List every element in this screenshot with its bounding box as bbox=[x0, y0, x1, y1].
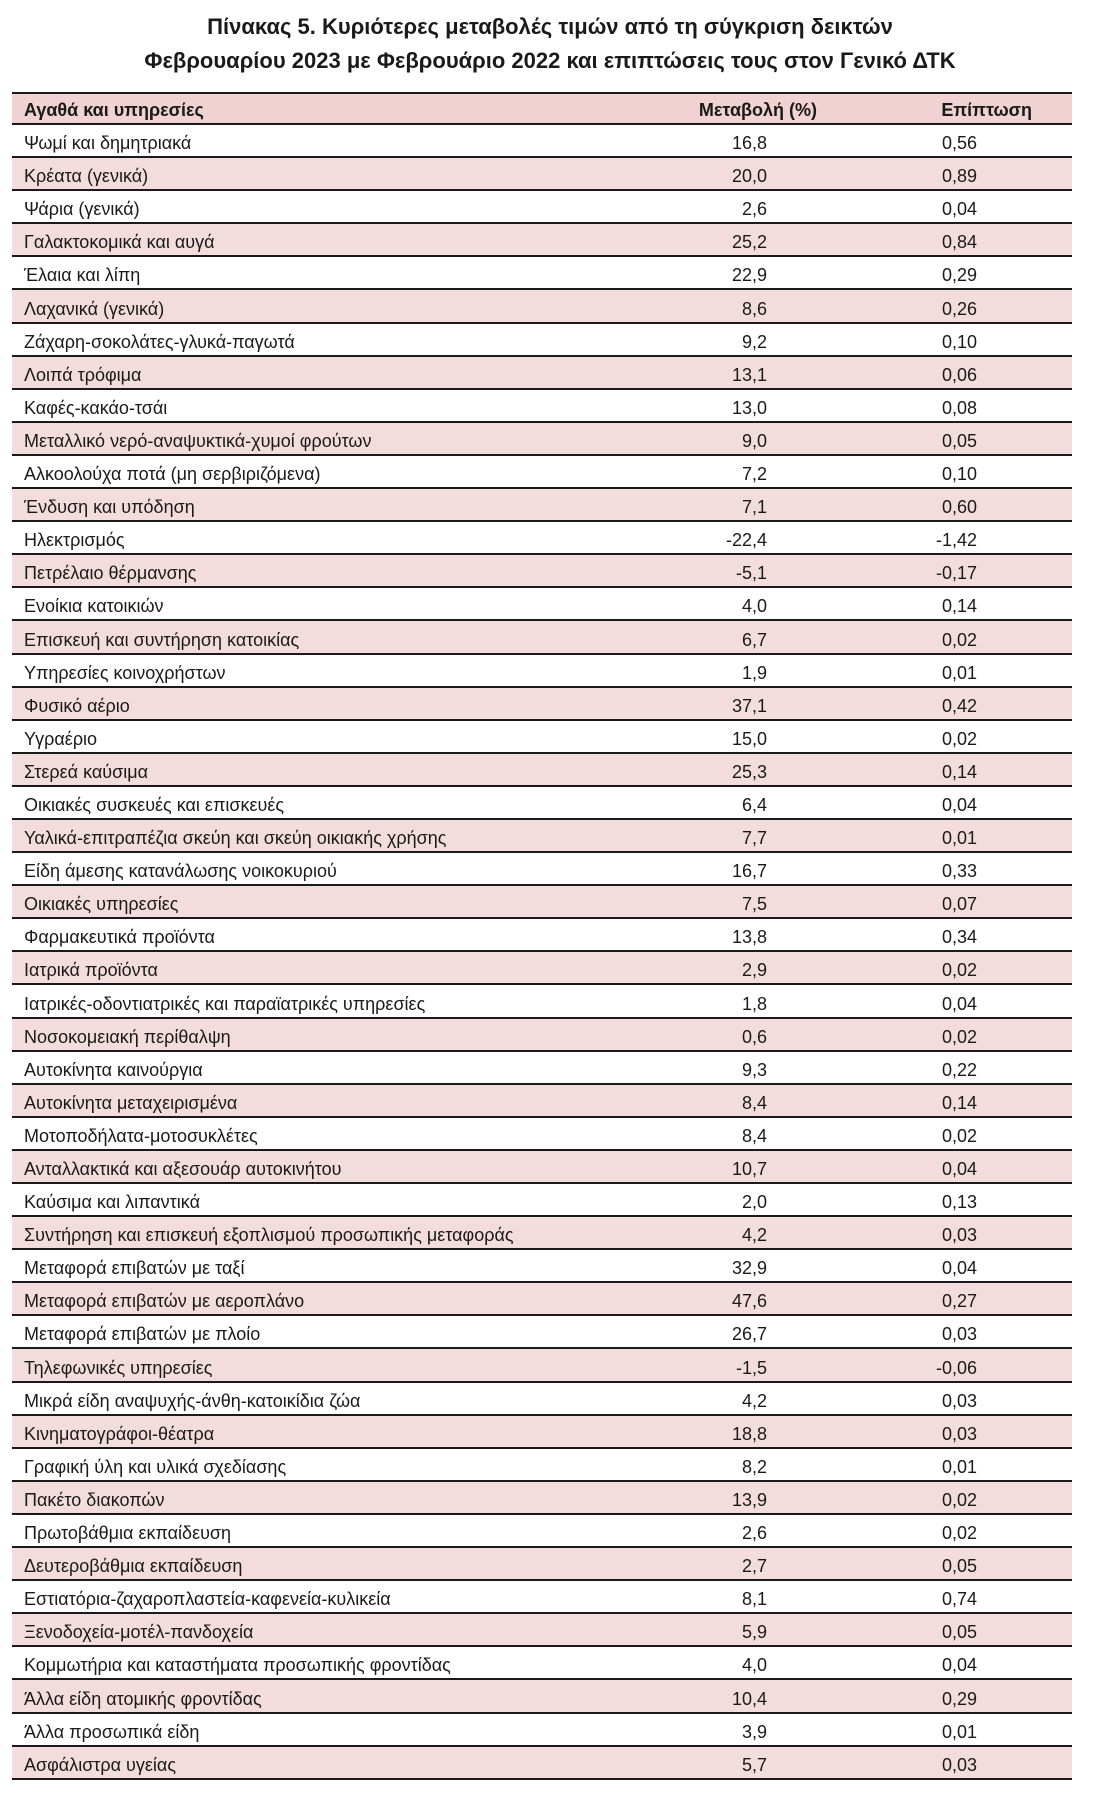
row-goods-name: Ένδυση και υπόδηση bbox=[24, 497, 195, 518]
row-goods-name: Ιατρικά προϊόντα bbox=[24, 960, 158, 981]
row-change-value: 5,9 bbox=[741, 1622, 767, 1643]
row-impact-value: 0,13 bbox=[941, 1192, 977, 1213]
row-goods-name: Μεταφορά επιβατών με ταξί bbox=[24, 1258, 245, 1279]
table-header-row bbox=[12, 92, 1072, 125]
table-row bbox=[12, 324, 1072, 357]
row-impact-value: 0,04 bbox=[941, 993, 977, 1014]
table-row bbox=[12, 1184, 1072, 1217]
table-row bbox=[12, 158, 1072, 191]
row-impact-value: 0,04 bbox=[941, 1655, 977, 1676]
row-impact-value: 0,05 bbox=[941, 1622, 977, 1643]
row-goods-name: Δευτεροβάθμια εκπαίδευση bbox=[24, 1556, 243, 1577]
row-goods-name: Υπηρεσίες κοινοχρήστων bbox=[24, 662, 226, 683]
row-change-value: 13,8 bbox=[731, 927, 767, 948]
table-row bbox=[12, 257, 1072, 290]
table-row bbox=[12, 224, 1072, 257]
row-impact-value: 0,01 bbox=[941, 662, 977, 683]
row-change-value: 47,6 bbox=[731, 1291, 767, 1312]
row-impact-value: 0,01 bbox=[941, 1456, 977, 1477]
row-change-value: 13,9 bbox=[731, 1489, 767, 1510]
header-goods-services: Αγαθά και υπηρεσίες bbox=[24, 100, 204, 120]
row-goods-name: Αυτοκίνητα καινούργια bbox=[24, 1059, 203, 1080]
row-change-value: 5,7 bbox=[741, 1754, 767, 1775]
row-goods-name: Κινηματογράφοι-θέατρα bbox=[24, 1423, 215, 1444]
table-row bbox=[12, 1714, 1072, 1747]
row-change-value: 7,7 bbox=[741, 828, 767, 849]
row-change-value: 2,6 bbox=[741, 1523, 767, 1544]
row-impact-value: 0,10 bbox=[941, 464, 977, 485]
table-row bbox=[12, 489, 1072, 522]
row-change-value: 10,4 bbox=[731, 1688, 767, 1709]
row-change-value: 8,4 bbox=[741, 1092, 767, 1113]
table-row bbox=[12, 1647, 1072, 1680]
row-change-value: 2,9 bbox=[741, 960, 767, 981]
table-row bbox=[12, 1680, 1072, 1713]
price-changes-table bbox=[12, 92, 1072, 1780]
row-impact-value: 0,01 bbox=[941, 828, 977, 849]
row-impact-value: 0,02 bbox=[941, 1489, 977, 1510]
row-impact-value: 0,01 bbox=[941, 1721, 977, 1742]
row-goods-name: Ασφάλιστρα υγείας bbox=[24, 1754, 177, 1775]
table-row bbox=[12, 688, 1072, 721]
table-row bbox=[12, 1747, 1072, 1780]
row-goods-name: Αυτοκίνητα μεταχειρισμένα bbox=[24, 1092, 238, 1113]
row-impact-value: 0,60 bbox=[941, 497, 977, 518]
row-impact-value: 0,04 bbox=[941, 794, 977, 815]
row-goods-name: Καφές-κακάο-τσάι bbox=[24, 397, 168, 418]
row-change-value: 4,0 bbox=[741, 596, 767, 617]
row-change-value: 0,6 bbox=[741, 1026, 767, 1047]
row-goods-name: Πρωτοβάθμια εκπαίδευση bbox=[24, 1523, 232, 1544]
table-row bbox=[12, 1118, 1072, 1151]
row-goods-name: Ζάχαρη-σοκολάτες-γλυκά-παγωτά bbox=[24, 331, 295, 352]
row-goods-name: Οικιακές υπηρεσίες bbox=[24, 894, 179, 915]
row-impact-value: 0,04 bbox=[941, 1159, 977, 1179]
row-goods-name: Νοσοκομειακή περίθαλψη bbox=[24, 1026, 231, 1047]
table-row bbox=[12, 1085, 1072, 1118]
row-impact-value: 0,03 bbox=[941, 1423, 977, 1444]
row-goods-name: Μεταφορά επιβατών με αεροπλάνο bbox=[24, 1291, 305, 1312]
table-row bbox=[12, 1515, 1072, 1548]
row-impact-value: 0,26 bbox=[941, 298, 977, 319]
row-change-value: 18,8 bbox=[731, 1423, 767, 1444]
row-change-value: 37,1 bbox=[731, 695, 767, 716]
table-row bbox=[12, 655, 1072, 688]
row-goods-name: Πακέτο διακοπών bbox=[24, 1489, 165, 1510]
row-change-value: 1,8 bbox=[741, 993, 767, 1014]
row-impact-value: 0,02 bbox=[941, 728, 977, 749]
row-change-value: 32,9 bbox=[731, 1258, 767, 1279]
row-change-value: 6,4 bbox=[741, 794, 767, 815]
row-goods-name: Μοτοποδήλατα-μοτοσυκλέτες bbox=[24, 1125, 258, 1146]
row-goods-name: Φαρμακευτικά προϊόντα bbox=[24, 927, 215, 948]
table-row bbox=[12, 1250, 1072, 1283]
table-row bbox=[12, 1416, 1072, 1449]
table-row bbox=[12, 820, 1072, 853]
row-goods-name: Εστιατόρια-ζαχαροπλαστεία-καφενεία-κυλικεία bbox=[24, 1589, 391, 1610]
table-row bbox=[12, 787, 1072, 820]
row-impact-value: 0,07 bbox=[941, 894, 977, 915]
row-goods-name: Επισκευή και συντήρηση κατοικίας bbox=[24, 629, 300, 650]
row-goods-name: Κρέατα (γενικά) bbox=[24, 166, 149, 187]
table-title bbox=[0, 10, 1100, 78]
row-impact-value: 0,02 bbox=[941, 1125, 977, 1146]
row-change-value: 16,7 bbox=[731, 861, 767, 882]
row-change-value: 13,0 bbox=[731, 397, 767, 418]
row-goods-name: Άλλα είδη ατομικής φροντίδας bbox=[24, 1688, 262, 1709]
row-impact-value: 0,29 bbox=[941, 1688, 977, 1709]
row-impact-value: 0,03 bbox=[941, 1390, 977, 1411]
table-row bbox=[12, 1614, 1072, 1647]
title-line-2: Φεβρουαρίου 2023 με Φεβρουάριο 2022 και επιπτώσεις τους στον Γενικό ΔΤΚ bbox=[144, 48, 956, 73]
row-impact-value: 0,03 bbox=[941, 1225, 977, 1246]
row-goods-name: Ξενοδοχεία-μοτέλ-πανδοχεία bbox=[24, 1622, 254, 1643]
row-goods-name: Αλκοολούχα ποτά (μη σερβιριζόμενα) bbox=[24, 464, 321, 485]
table-row bbox=[12, 985, 1072, 1018]
row-change-value: 25,2 bbox=[731, 232, 767, 253]
row-goods-name: Καύσιμα και λιπαντικά bbox=[24, 1192, 200, 1213]
row-impact-value: 0,10 bbox=[941, 331, 977, 352]
row-change-value: 13,1 bbox=[731, 364, 767, 385]
table-row bbox=[12, 1052, 1072, 1085]
table-row bbox=[12, 456, 1072, 489]
row-change-value: 15,0 bbox=[731, 728, 767, 749]
row-impact-value: 0,03 bbox=[941, 1754, 977, 1775]
row-impact-value: 0,42 bbox=[941, 695, 977, 716]
row-change-value: 9,2 bbox=[741, 331, 767, 352]
table-row bbox=[12, 1383, 1072, 1416]
table-row bbox=[12, 1349, 1072, 1382]
row-change-value: 2,0 bbox=[741, 1192, 767, 1213]
table-row bbox=[12, 1019, 1072, 1052]
header-change-percent: Μεταβολή (%) bbox=[698, 100, 817, 120]
row-impact-value: 0,14 bbox=[941, 1092, 977, 1113]
row-goods-name: Συντήρηση και επισκευή εξοπλισμού προσωπικής μεταφοράς bbox=[24, 1225, 514, 1246]
row-change-value: 20,0 bbox=[731, 166, 767, 187]
table-row bbox=[12, 1449, 1072, 1482]
table-row bbox=[12, 886, 1072, 919]
row-impact-value: 0,04 bbox=[941, 1258, 977, 1279]
row-change-value: 1,9 bbox=[741, 662, 767, 683]
row-goods-name: Υαλικά-επιτραπέζια σκεύη και σκεύη οικιακής χρήσης bbox=[24, 828, 447, 849]
row-goods-name: Έλαια και λίπη bbox=[24, 265, 141, 286]
table-row bbox=[12, 125, 1072, 158]
row-impact-value: 0,56 bbox=[941, 133, 977, 154]
row-impact-value: 0,33 bbox=[941, 861, 977, 882]
table-row bbox=[12, 1581, 1072, 1614]
row-impact-value: 0,89 bbox=[941, 166, 977, 187]
row-goods-name: Ηλεκτρισμός bbox=[24, 530, 125, 551]
row-change-value: 22,9 bbox=[731, 265, 767, 286]
row-goods-name: Γαλακτοκομικά και αυγά bbox=[24, 232, 215, 253]
table-row bbox=[12, 919, 1072, 952]
title-line-1: Πίνακας 5. Κυριότερες μεταβολές τιμών από τη σύγκριση δεικτών bbox=[207, 14, 893, 39]
row-impact-value: 0,02 bbox=[941, 1523, 977, 1544]
table-row bbox=[12, 1548, 1072, 1581]
row-impact-value: 0,84 bbox=[941, 232, 977, 253]
table-row bbox=[12, 390, 1072, 423]
row-goods-name: Υγραέριο bbox=[24, 728, 98, 749]
table-row bbox=[12, 191, 1072, 224]
row-impact-value: 0,05 bbox=[941, 1556, 977, 1577]
row-impact-value: 0,02 bbox=[941, 629, 977, 650]
row-change-value: 4,2 bbox=[741, 1390, 767, 1411]
row-goods-name: Πετρέλαιο θέρμανσης bbox=[24, 563, 197, 584]
row-goods-name: Ψωμί και δημητριακά bbox=[24, 133, 192, 154]
row-impact-value: -0,17 bbox=[935, 563, 977, 584]
row-impact-value: 0,08 bbox=[941, 397, 977, 418]
row-goods-name: Μικρά είδη αναψυχής-άνθη-κατοικίδια ζώα bbox=[24, 1390, 361, 1411]
row-change-value: 8,2 bbox=[741, 1456, 767, 1477]
row-goods-name: Στερεά καύσιμα bbox=[24, 761, 148, 782]
row-impact-value: 0,06 bbox=[941, 364, 977, 385]
row-impact-value: -1,42 bbox=[935, 530, 977, 551]
row-goods-name: Ενοίκια κατοικιών bbox=[24, 596, 164, 617]
row-goods-name: Κομμωτήρια και καταστήματα προσωπικής φροντίδας bbox=[24, 1655, 451, 1676]
row-goods-name: Ψάρια (γενικά) bbox=[24, 199, 140, 220]
table-row bbox=[12, 1151, 1072, 1184]
row-change-value: 7,1 bbox=[741, 497, 767, 518]
row-impact-value: 0,22 bbox=[941, 1059, 977, 1080]
row-goods-name: Τηλεφωνικές υπηρεσίες bbox=[24, 1357, 213, 1378]
row-change-value: 26,7 bbox=[731, 1324, 767, 1345]
row-change-value: 9,3 bbox=[741, 1059, 767, 1080]
row-change-value: 6,7 bbox=[741, 629, 767, 650]
table-row bbox=[12, 721, 1072, 754]
table-row bbox=[12, 555, 1072, 588]
table-row bbox=[12, 290, 1072, 323]
row-impact-value: 0,34 bbox=[941, 927, 977, 948]
row-change-value: 8,1 bbox=[741, 1589, 767, 1610]
row-impact-value: 0,74 bbox=[941, 1589, 977, 1610]
row-change-value: -5,1 bbox=[735, 563, 767, 584]
row-goods-name: Είδη άμεσης κατανάλωσης νοικοκυριού bbox=[24, 861, 337, 882]
row-goods-name: Λοιπά τρόφιμα bbox=[24, 364, 142, 385]
row-goods-name: Άλλα προσωπικά είδη bbox=[24, 1721, 200, 1742]
row-change-value: 2,6 bbox=[741, 199, 767, 220]
row-impact-value: 0,14 bbox=[941, 596, 977, 617]
table-row bbox=[12, 952, 1072, 985]
row-impact-value: 0,14 bbox=[941, 761, 977, 782]
row-impact-value: 0,03 bbox=[941, 1324, 977, 1345]
table-row bbox=[12, 588, 1072, 621]
table-row bbox=[12, 1217, 1072, 1250]
row-impact-value: 0,02 bbox=[941, 960, 977, 981]
header-impact: Επίπτωση bbox=[941, 100, 1032, 120]
row-change-value: 4,0 bbox=[741, 1655, 767, 1676]
row-goods-name: Ιατρικές-οδοντιατρικές και παραϊατρικές υπηρεσίες bbox=[24, 993, 426, 1014]
row-impact-value: 0,02 bbox=[941, 1026, 977, 1047]
row-impact-value: 0,29 bbox=[941, 265, 977, 286]
row-change-value: 8,4 bbox=[741, 1125, 767, 1146]
row-change-value: 16,8 bbox=[731, 133, 767, 154]
row-change-value: 2,7 bbox=[741, 1556, 767, 1577]
row-change-value: 8,6 bbox=[741, 298, 767, 319]
row-impact-value: 0,04 bbox=[941, 199, 977, 220]
row-change-value: 7,2 bbox=[741, 464, 767, 485]
row-change-value: 3,9 bbox=[741, 1721, 767, 1742]
table-row bbox=[12, 1482, 1072, 1515]
table-row bbox=[12, 1316, 1072, 1349]
table-row bbox=[12, 853, 1072, 886]
row-goods-name: Γραφική ύλη και υλικά σχεδίασης bbox=[24, 1456, 287, 1477]
row-change-value: 7,5 bbox=[741, 894, 767, 915]
table-row bbox=[12, 1283, 1072, 1316]
table-row bbox=[12, 423, 1072, 456]
row-goods-name: Οικιακές συσκευές και επισκευές bbox=[24, 794, 285, 815]
table-row bbox=[12, 522, 1072, 555]
row-change-value: 4,2 bbox=[741, 1225, 767, 1246]
row-impact-value: -0,06 bbox=[935, 1357, 977, 1378]
row-impact-value: 0,05 bbox=[941, 430, 977, 451]
row-goods-name: Μεταφορά επιβατών με πλοίο bbox=[24, 1324, 261, 1345]
row-change-value: -1,5 bbox=[735, 1357, 767, 1378]
row-change-value: -22,4 bbox=[725, 530, 767, 551]
row-goods-name: Λαχανικά (γενικά) bbox=[24, 298, 165, 319]
row-change-value: 10,7 bbox=[731, 1159, 767, 1179]
row-impact-value: 0,27 bbox=[941, 1291, 977, 1312]
table-row bbox=[12, 621, 1072, 654]
row-change-value: 9,0 bbox=[741, 430, 767, 451]
table-row bbox=[12, 754, 1072, 787]
table-row bbox=[12, 357, 1072, 390]
row-change-value: 25,3 bbox=[731, 761, 767, 782]
row-goods-name: Ανταλλακτικά και αξεσουάρ αυτοκινήτου bbox=[24, 1159, 342, 1179]
row-goods-name: Φυσικό αέριο bbox=[24, 695, 130, 716]
row-goods-name: Μεταλλικό νερό-αναψυκτικά-χυμοί φρούτων bbox=[24, 430, 372, 451]
